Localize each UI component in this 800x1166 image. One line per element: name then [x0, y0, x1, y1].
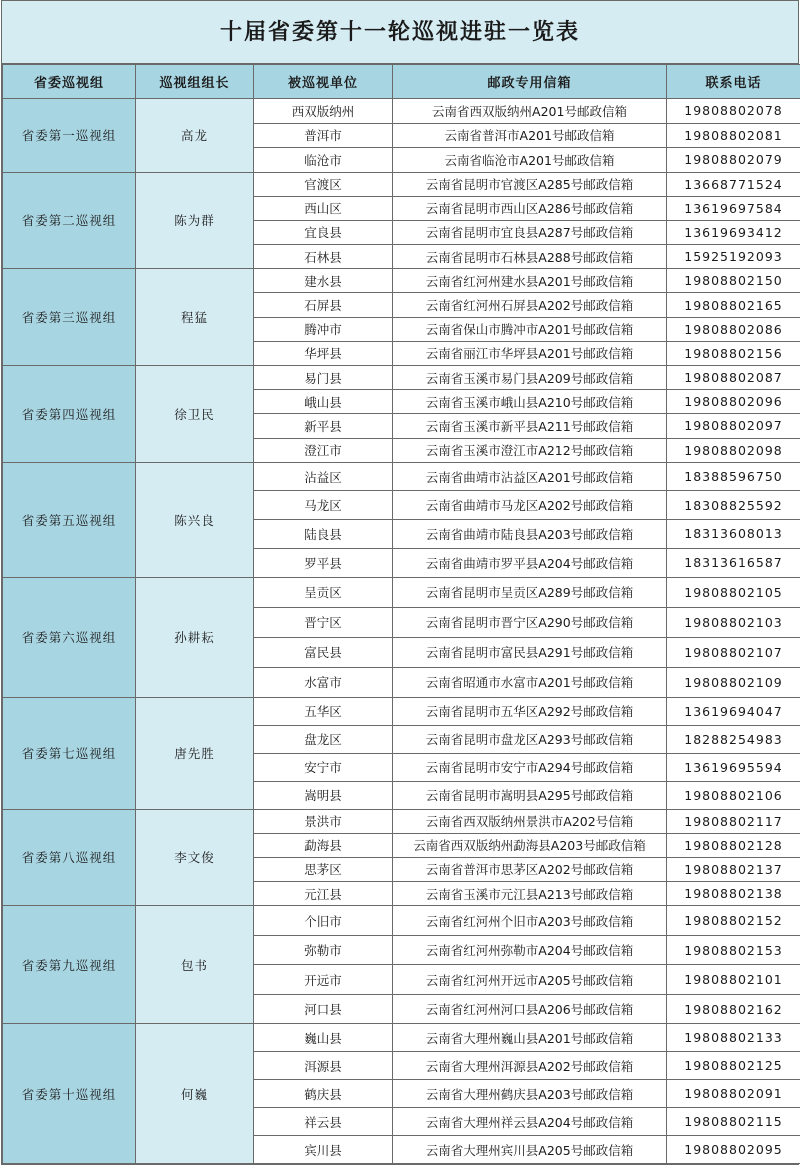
group-name-cell: 省委第一巡视组: [3, 99, 136, 173]
inspected-unit-cell: 河口县: [254, 994, 393, 1024]
phone-cell: 19808802103: [667, 607, 800, 637]
phone-cell: 19808802095: [667, 1136, 800, 1164]
mailbox-cell: 云南省西双版纳州勐海县A203号邮政信箱: [393, 833, 667, 857]
table-row: [3, 697, 800, 725]
mailbox-cell: 云南省玉溪市新平县A211号邮政信箱: [393, 414, 667, 438]
table-row: [3, 577, 800, 607]
phone-cell: 19808802162: [667, 994, 800, 1024]
phone-cell: 19808802133: [667, 1024, 800, 1052]
mailbox-cell: 云南省昆明市盘龙区A293号邮政信箱: [393, 725, 667, 753]
group-name-cell: 省委第六巡视组: [3, 577, 136, 697]
inspected-unit-cell: 新平县: [254, 414, 393, 438]
inspected-unit-cell: 峨山县: [254, 390, 393, 414]
mailbox-cell: 云南省大理州宾川县A205号邮政信箱: [393, 1136, 667, 1164]
group-leader-cell: 程猛: [136, 269, 254, 366]
group-leader-cell: 高龙: [136, 99, 254, 173]
mailbox-cell: 云南省临沧市A201号邮政信箱: [393, 148, 667, 173]
phone-cell: 19808802107: [667, 637, 800, 667]
inspected-unit-cell: 澄江市: [254, 438, 393, 462]
inspected-unit-cell: 官渡区: [254, 172, 393, 196]
mailbox-cell: 云南省普洱市A201号邮政信箱: [393, 123, 667, 148]
inspected-unit-cell: 临沧市: [254, 148, 393, 173]
table-row: [3, 366, 800, 390]
table-row: [3, 809, 800, 833]
inspected-unit-cell: 祥云县: [254, 1108, 393, 1136]
table-row: [3, 172, 800, 196]
column-header-leader: 巡视组组长: [136, 65, 254, 99]
phone-cell: 19808802079: [667, 148, 800, 173]
phone-cell: 13619697584: [667, 196, 800, 220]
column-header-unit: 被巡视单位: [254, 65, 393, 99]
mailbox-cell: 云南省昆明市呈贡区A289号邮政信箱: [393, 577, 667, 607]
inspected-unit-cell: 华坪县: [254, 341, 393, 365]
phone-cell: 18388596750: [667, 462, 800, 491]
phone-cell: 19808802109: [667, 667, 800, 697]
phone-cell: 19808802078: [667, 99, 800, 124]
column-header-group: 省委巡视组: [3, 65, 136, 99]
inspected-unit-cell: 呈贡区: [254, 577, 393, 607]
phone-cell: 19808802137: [667, 857, 800, 881]
phone-cell: 19808802153: [667, 935, 800, 965]
phone-cell: 19808802156: [667, 341, 800, 365]
table-row: [3, 462, 800, 491]
table-row: [3, 99, 800, 124]
group-name-cell: 省委第八巡视组: [3, 809, 136, 906]
inspected-unit-cell: 马龙区: [254, 491, 393, 520]
phone-cell: 19808802091: [667, 1080, 800, 1108]
phone-cell: 13668771524: [667, 172, 800, 196]
inspection-table-sheet: [1, 0, 799, 1165]
mailbox-cell: 云南省红河州建水县A201号邮政信箱: [393, 269, 667, 293]
inspected-unit-cell: 罗平县: [254, 548, 393, 577]
phone-cell: 19808802128: [667, 833, 800, 857]
mailbox-cell: 云南省普洱市思茅区A202号邮政信箱: [393, 857, 667, 881]
mailbox-cell: 云南省昆明市五华区A292号邮政信箱: [393, 697, 667, 725]
group-name-cell: 省委第十巡视组: [3, 1024, 136, 1164]
inspected-unit-cell: 石林县: [254, 245, 393, 269]
inspected-unit-cell: 巍山县: [254, 1024, 393, 1052]
phone-cell: 19808802081: [667, 123, 800, 148]
phone-cell: 19808802150: [667, 269, 800, 293]
phone-cell: 19808802138: [667, 882, 800, 906]
inspected-unit-cell: 个旧市: [254, 906, 393, 936]
inspected-unit-cell: 洱源县: [254, 1052, 393, 1080]
inspected-unit-cell: 富民县: [254, 637, 393, 667]
phone-cell: 19808802117: [667, 809, 800, 833]
group-leader-cell: 陈为群: [136, 172, 254, 269]
group-leader-cell: 何巍: [136, 1024, 254, 1164]
mailbox-cell: 云南省红河州弥勒市A204号邮政信箱: [393, 935, 667, 965]
phone-cell: 19808802097: [667, 414, 800, 438]
phone-cell: 19808802115: [667, 1108, 800, 1136]
table-row: [3, 1024, 800, 1052]
mailbox-cell: 云南省红河州河口县A206号邮政信箱: [393, 994, 667, 1024]
phone-cell: 18313616587: [667, 548, 800, 577]
mailbox-cell: 云南省红河州个旧市A203号邮政信箱: [393, 906, 667, 936]
inspected-unit-cell: 开远市: [254, 965, 393, 995]
inspected-unit-cell: 嵩明县: [254, 781, 393, 809]
phone-cell: 18288254983: [667, 725, 800, 753]
group-name-cell: 省委第七巡视组: [3, 697, 136, 809]
inspected-unit-cell: 安宁市: [254, 753, 393, 781]
mailbox-cell: 云南省昭通市水富市A201号邮政信箱: [393, 667, 667, 697]
inspected-unit-cell: 沾益区: [254, 462, 393, 491]
mailbox-cell: 云南省大理州巍山县A201号邮政信箱: [393, 1024, 667, 1052]
column-header-phone: 联系电话: [667, 65, 800, 99]
inspected-unit-cell: 景洪市: [254, 809, 393, 833]
mailbox-cell: 云南省保山市腾冲市A201号邮政信箱: [393, 317, 667, 341]
inspected-unit-cell: 思茅区: [254, 857, 393, 881]
page-title: 十届省委第十一轮巡视进驻一览表: [2, 1, 798, 64]
phone-cell: 19808802165: [667, 293, 800, 317]
group-leader-cell: 孙耕耘: [136, 577, 254, 697]
phone-cell: 19808802087: [667, 366, 800, 390]
group-name-cell: 省委第二巡视组: [3, 172, 136, 269]
mailbox-cell: 云南省玉溪市澄江市A212号邮政信箱: [393, 438, 667, 462]
phone-cell: 19808802125: [667, 1052, 800, 1080]
inspected-unit-cell: 普洱市: [254, 123, 393, 148]
mailbox-cell: 云南省大理州祥云县A204号邮政信箱: [393, 1108, 667, 1136]
mailbox-cell: 云南省曲靖市马龙区A202号邮政信箱: [393, 491, 667, 520]
inspected-unit-cell: 勐海县: [254, 833, 393, 857]
group-leader-cell: 徐卫民: [136, 366, 254, 463]
group-name-cell: 省委第九巡视组: [3, 906, 136, 1024]
inspected-unit-cell: 西山区: [254, 196, 393, 220]
mailbox-cell: 云南省昆明市石林县A288号邮政信箱: [393, 245, 667, 269]
mailbox-cell: 云南省大理州洱源县A202号邮政信箱: [393, 1052, 667, 1080]
phone-cell: 19808802101: [667, 965, 800, 995]
inspected-unit-cell: 腾冲市: [254, 317, 393, 341]
phone-cell: 18313608013: [667, 520, 800, 549]
inspection-table: [2, 64, 800, 1164]
phone-cell: 19808802106: [667, 781, 800, 809]
table-header-row: [3, 65, 800, 99]
mailbox-cell: 云南省昆明市西山区A286号邮政信箱: [393, 196, 667, 220]
mailbox-cell: 云南省曲靖市罗平县A204号邮政信箱: [393, 548, 667, 577]
phone-cell: 13619695594: [667, 753, 800, 781]
inspected-unit-cell: 宾川县: [254, 1136, 393, 1164]
inspected-unit-cell: 西双版纳州: [254, 99, 393, 124]
inspected-unit-cell: 建水县: [254, 269, 393, 293]
mailbox-cell: 云南省玉溪市元江县A213号邮政信箱: [393, 882, 667, 906]
mailbox-cell: 云南省昆明市晋宁区A290号邮政信箱: [393, 607, 667, 637]
group-name-cell: 省委第三巡视组: [3, 269, 136, 366]
group-name-cell: 省委第四巡视组: [3, 366, 136, 463]
mailbox-cell: 云南省昆明市富民县A291号邮政信箱: [393, 637, 667, 667]
phone-cell: 19808802098: [667, 438, 800, 462]
phone-cell: 19808802105: [667, 577, 800, 607]
phone-cell: 18308825592: [667, 491, 800, 520]
mailbox-cell: 云南省玉溪市易门县A209号邮政信箱: [393, 366, 667, 390]
table-row: [3, 906, 800, 936]
phone-cell: 13619693412: [667, 220, 800, 244]
inspected-unit-cell: 晋宁区: [254, 607, 393, 637]
mailbox-cell: 云南省红河州石屏县A202号邮政信箱: [393, 293, 667, 317]
mailbox-cell: 云南省昆明市嵩明县A295号邮政信箱: [393, 781, 667, 809]
phone-cell: 19808802096: [667, 390, 800, 414]
inspected-unit-cell: 易门县: [254, 366, 393, 390]
inspected-unit-cell: 五华区: [254, 697, 393, 725]
mailbox-cell: 云南省昆明市官渡区A285号邮政信箱: [393, 172, 667, 196]
inspected-unit-cell: 宜良县: [254, 220, 393, 244]
table-body: [3, 99, 800, 1164]
group-leader-cell: 李文俊: [136, 809, 254, 906]
mailbox-cell: 云南省大理州鹤庆县A203号邮政信箱: [393, 1080, 667, 1108]
phone-cell: 19808802152: [667, 906, 800, 936]
mailbox-cell: 云南省昆明市安宁市A294号邮政信箱: [393, 753, 667, 781]
table-row: [3, 269, 800, 293]
inspected-unit-cell: 盘龙区: [254, 725, 393, 753]
mailbox-cell: 云南省玉溪市峨山县A210号邮政信箱: [393, 390, 667, 414]
mailbox-cell: 云南省丽江市华坪县A201号邮政信箱: [393, 341, 667, 365]
inspected-unit-cell: 元江县: [254, 882, 393, 906]
mailbox-cell: 云南省西双版纳州景洪市A202号信箱: [393, 809, 667, 833]
inspected-unit-cell: 水富市: [254, 667, 393, 697]
inspected-unit-cell: 鹤庆县: [254, 1080, 393, 1108]
inspected-unit-cell: 石屏县: [254, 293, 393, 317]
phone-cell: 15925192093: [667, 245, 800, 269]
group-leader-cell: 包书: [136, 906, 254, 1024]
mailbox-cell: 云南省昆明市宜良县A287号邮政信箱: [393, 220, 667, 244]
mailbox-cell: 云南省曲靖市沾益区A201号邮政信箱: [393, 462, 667, 491]
mailbox-cell: 云南省曲靖市陆良县A203号邮政信箱: [393, 520, 667, 549]
inspected-unit-cell: 弥勒市: [254, 935, 393, 965]
group-leader-cell: 唐先胜: [136, 697, 254, 809]
mailbox-cell: 云南省红河州开远市A205号邮政信箱: [393, 965, 667, 995]
phone-cell: 19808802086: [667, 317, 800, 341]
inspected-unit-cell: 陆良县: [254, 520, 393, 549]
group-leader-cell: 陈兴良: [136, 462, 254, 577]
mailbox-cell: 云南省西双版纳州A201号邮政信箱: [393, 99, 667, 124]
phone-cell: 13619694047: [667, 697, 800, 725]
column-header-mailbox: 邮政专用信箱: [393, 65, 667, 99]
group-name-cell: 省委第五巡视组: [3, 462, 136, 577]
